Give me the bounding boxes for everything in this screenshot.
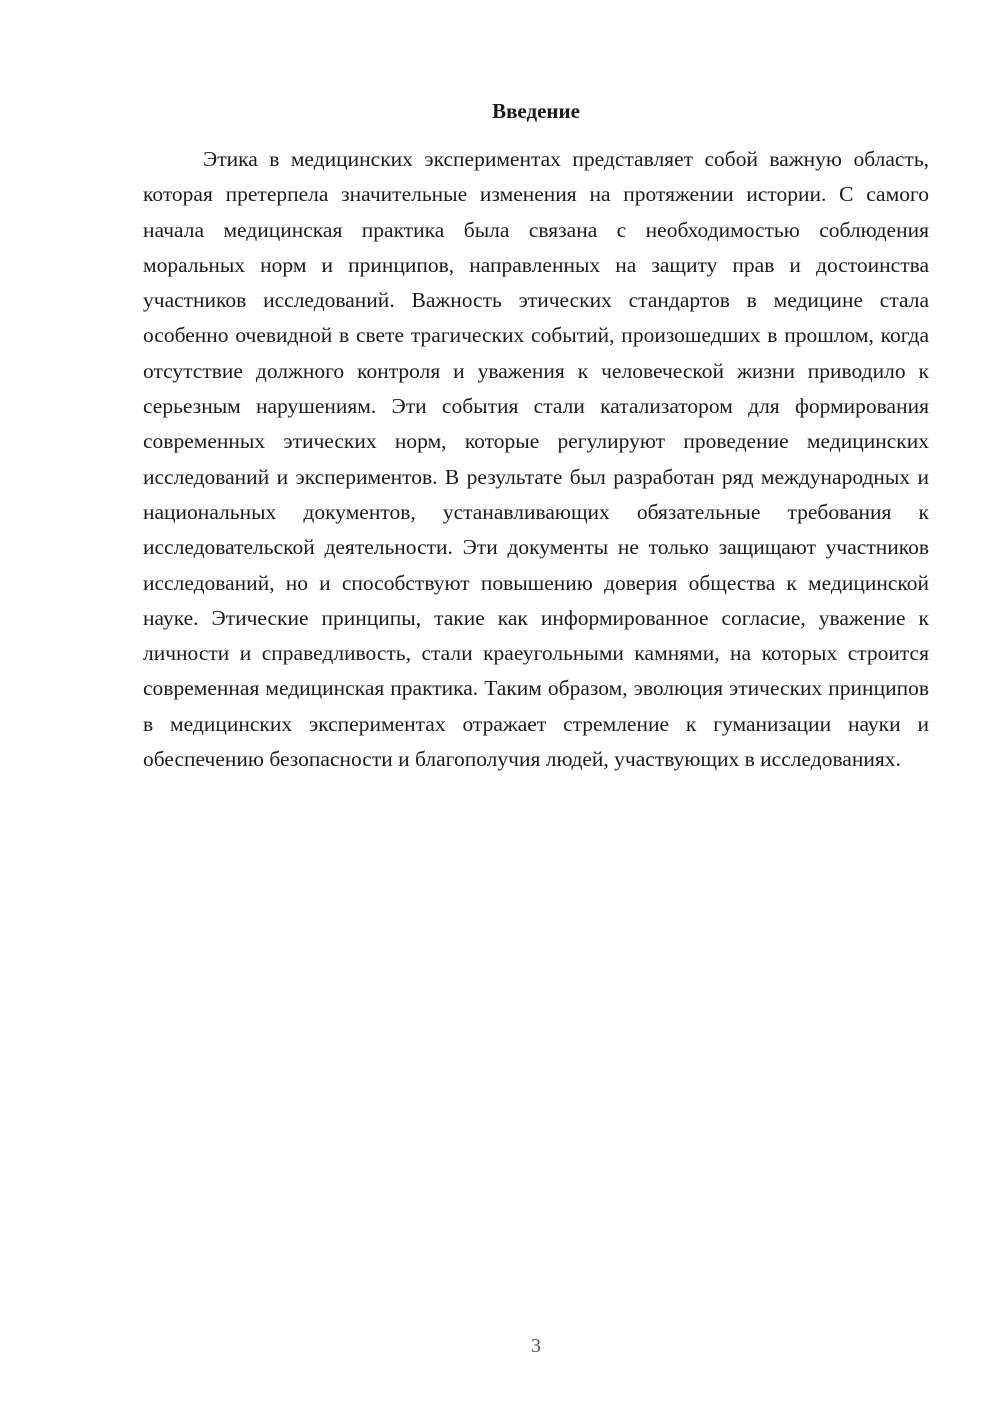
body-paragraph: Этика в медицинских экспериментах представляет собой важную область, которая претерпела значительные изменения на протяжении истории. С самого начала медицинская практика была связана с необходимостью соблюдения моральных норм и принципов, направленных на защиту прав и достоинства участников исследований. Важность этических стандартов в медицине стала особенно очевидной в свете трагических событий, произошедших в прошлом, когда отсутствие должного контроля и уважения к человеческой жизни приводило к серьезным нарушениям. Эти события стали катализатором для формирования современных этических норм, которые регулируют проведение медицинских исследований и экспериментов. В результате был разработан ряд международных и национальных документов, устанавливающих обязательные требования к исследовательской деятельности. Эти документы не только защищают участников исследований, но и способствуют повышению доверия общества к медицинской науке. Этические принципы, такие как информированное согласие, уважение к личности и справедливость, стали краеугольными камнями, на которых строится современная медицинская практика. Таким образом, эволюция этических принципов в медицинских экспериментах отражает стремление к гуманизации науки и обеспечению безопасности и благополучия людей, участвующих в исследованиях. <box>143 147 929 772</box>
page-number: 3 <box>531 1335 541 1357</box>
section-heading: Введение <box>492 99 580 123</box>
